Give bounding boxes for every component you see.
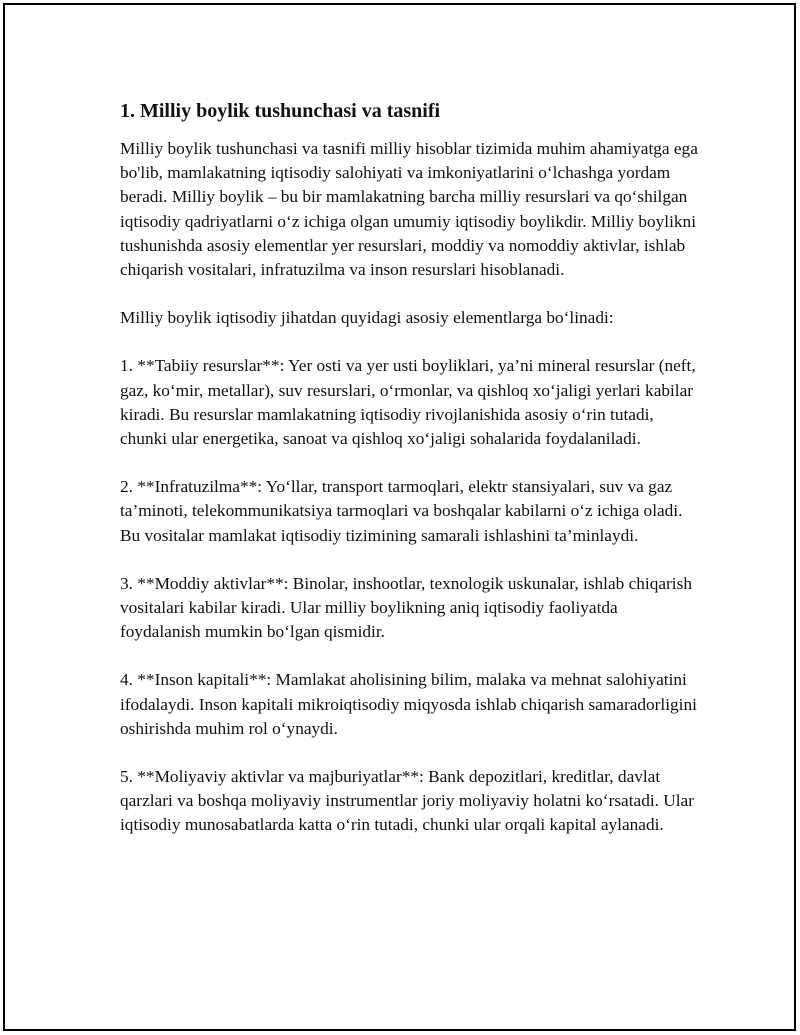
list-item-financial-assets: 5. **Moliyaviy aktivlar va majburiyatlar**: Bank depozitlari, kreditlar, davlat qarzlari va boshqa moliyaviy instrumentlar joriy moliyaviy holatni ko‘rsatadi. Ular iqtisodiy munosabatlarda katta o‘rin tutadi, chunki ular orqali kapital aylanadi. bbox=[120, 767, 694, 835]
page-title: 1. Milliy boylik tushunchasi va tasnifi bbox=[120, 100, 441, 122]
page-frame bbox=[3, 3, 796, 1031]
elements-intro-paragraph: Milliy boylik iqtisodiy jihatdan quyidagi asosiy elementlarga bo‘linadi: bbox=[120, 308, 614, 328]
document-body bbox=[120, 98, 700, 862]
list-item-human-capital: 4. **Inson kapitali**: Mamlakat aholisining bilim, malaka va mehnat salohiyatini ifodalaydi. Inson kapitali mikroiqtisodiy miqyosda ishlab chiqarish samaradorligini oshirishda muhim rol o‘ynaydi. bbox=[120, 670, 697, 738]
list-item-material-assets: 3. **Moddiy aktivlar**: Binolar, inshootlar, texnologik uskunalar, ishlab chiqarish vositalari kabilar kiradi. Ular milliy boylikning aniq iqtisodiy faoliyatda foydalanish mumkin bo‘lgan qismidir. bbox=[120, 573, 692, 642]
list-item-infrastructure: 2. **Infratuzilma**: Yo‘llar, transport tarmoqlari, elektr stansiyalari, suv va gaz ta’minoti, telekommunikatsiya tarmoqlari va boshqalar kabilarni o‘z ichiga oladi. Bu vositalar mamlakat iqtisodiy tizimining samarali ishlashini ta’minlaydi. bbox=[120, 477, 683, 545]
list-item-natural-resources: 1. **Tabiiy resurslar**: Yer osti va yer usti boyliklari, ya’ni mineral resurslar (neft, gaz, ko‘mir, metallar), suv resurslari, o‘rmonlar, va qishloq xo‘jaligi yerlari kabilar kiradi. Bu resurslar mamlakatning iqtisodiy rivojlanishida asosiy o‘rin tutadi, chunki ular energetika, sanoat va qishloq xo‘jaligi sohalarida foydalaniladi. bbox=[120, 356, 696, 449]
intro-paragraph: Milliy boylik tushunchasi va tasnifi milliy hisoblar tizimida muhim ahamiyatga ega bo'lib, mamlakatning iqtisodiy salohiyati va imkoniyatlarini o‘lchashga yordam beradi. Milliy boylik – bu bir mamlakatning barcha milliy resurslari va qo‘shilgan iqtisodiy qadriyatlarni o‘z ichiga olgan umumiy iqtisodiy boylikdir. Milliy boylikni tushunishda asosiy elementlar yer resurslari, moddiy va nomoddiy aktivlar, ishlab chiqarish vositalari, infratuzilma va inson resurslari hisoblanadi. bbox=[120, 139, 698, 280]
